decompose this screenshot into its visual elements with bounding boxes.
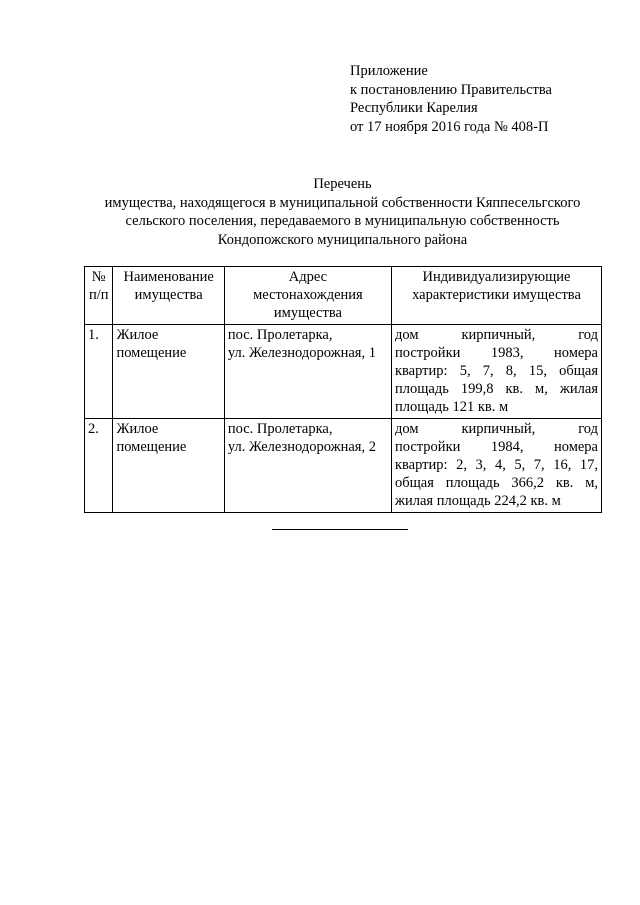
- cell-text: пос. Пролетарка,: [227, 421, 333, 437]
- appendix-line: Приложение: [350, 63, 428, 79]
- appendix-line: Республики Карелия: [350, 100, 478, 116]
- table-row: [85, 325, 602, 419]
- row-address: [224, 419, 391, 513]
- document-title: [70, 175, 615, 249]
- cell-text: Жилое: [116, 327, 159, 343]
- row-address: [224, 325, 391, 419]
- appendix-block: [350, 62, 552, 136]
- title-line: имущества, находящегося в муниципальной собственности Кяппесельгского: [104, 194, 581, 211]
- cell-text: помещение: [116, 345, 187, 361]
- header-text: №: [91, 269, 106, 285]
- row-num: 1.: [85, 325, 113, 419]
- header-text: Наименование: [123, 269, 214, 285]
- row-name: [113, 325, 224, 419]
- title-line: Кондопожского муниципального района: [217, 231, 468, 248]
- property-table: [84, 266, 602, 513]
- cell-text: квартир: 5, 7, 8, 15, общая: [394, 363, 598, 379]
- cell-text: ул. Железнодорожная, 1: [227, 345, 376, 361]
- table-header-row: [85, 267, 602, 325]
- cell-text: постройки 1984, номера: [394, 439, 598, 455]
- cell-text: площадь 121 кв. м: [394, 399, 509, 415]
- header-text: Адрес: [288, 269, 328, 285]
- header-text: п/п: [88, 287, 109, 303]
- cell-text: Жилое: [116, 421, 159, 437]
- cell-text: жилая площадь 224,2 кв. м: [394, 493, 561, 509]
- cell-text: квартир: 2, 3, 4, 5, 7, 16, 17,: [394, 457, 598, 473]
- cell-text: общая площадь 366,2 кв. м,: [394, 475, 598, 491]
- cell-text: площадь 199,8 кв. м, жилая: [394, 381, 598, 397]
- cell-text: ул. Железнодорожная, 2: [227, 439, 376, 455]
- header-num: [85, 267, 113, 325]
- appendix-line: от 17 ноября 2016 года № 408-П: [350, 118, 549, 135]
- cell-text: пос. Пролетарка,: [227, 327, 333, 343]
- header-text: имущества: [273, 305, 342, 321]
- cell-text: помещение: [116, 439, 187, 455]
- header-address: [224, 267, 391, 325]
- header-text: Индивидуализирующие: [422, 269, 571, 285]
- row-characteristics: [391, 419, 601, 513]
- table-row: [85, 419, 602, 513]
- header-text: характеристики имущества: [412, 287, 581, 303]
- row-num: 2.: [85, 419, 113, 513]
- appendix-line: к постановлению Правительства: [350, 81, 552, 98]
- separator-line: [272, 529, 408, 530]
- row-name: [113, 419, 224, 513]
- header-name: [113, 267, 224, 325]
- header-text: местонахождения: [253, 287, 363, 303]
- row-characteristics: [391, 325, 601, 419]
- title-line: Перечень: [313, 176, 372, 192]
- cell-text: постройки 1983, номера: [394, 345, 598, 361]
- cell-text: дом кирпичный, год: [394, 421, 598, 437]
- header-text: имущества: [134, 287, 203, 303]
- header-characteristics: [391, 267, 601, 325]
- cell-text: дом кирпичный, год: [394, 327, 598, 343]
- title-line: сельского поселения, передаваемого в муниципальную собственность: [125, 213, 560, 229]
